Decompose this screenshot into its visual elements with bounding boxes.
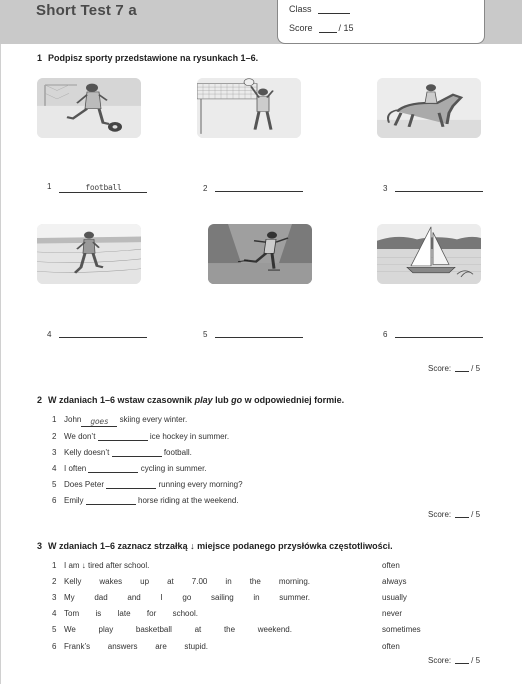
down-arrow-icon: ↓	[190, 541, 195, 551]
word: weekend.	[257, 625, 292, 634]
word: is	[95, 609, 102, 618]
item-text-before: Emily	[64, 496, 84, 505]
exercise1-heading	[37, 53, 258, 63]
page-title: Short Test 7 a	[36, 2, 137, 19]
class-line[interactable]	[318, 13, 350, 14]
exercise3-score-label: Score:	[428, 656, 452, 665]
word: for	[146, 609, 157, 618]
item-text-before: Kelly doesn’t	[64, 448, 110, 457]
exercise3-item-3	[52, 593, 310, 602]
item-sentence[interactable]	[64, 561, 310, 570]
item-text-after: running every morning?	[158, 480, 243, 489]
word: up	[140, 577, 150, 586]
word: and	[127, 593, 141, 602]
item-blank[interactable]	[112, 447, 162, 457]
item-sentence[interactable]	[64, 642, 208, 651]
exercise2-score-label: Score:	[428, 510, 452, 519]
exercise2-verb-go: go	[231, 395, 243, 405]
exercise1-score-label: Score:	[428, 364, 452, 373]
exercise2-number: 2	[37, 395, 43, 405]
word: at	[167, 577, 174, 586]
exercise3-adverb-2: always	[382, 577, 407, 586]
word: My	[64, 593, 75, 602]
item-blank[interactable]: goes	[81, 417, 117, 427]
answer-2-number: 2	[203, 184, 208, 193]
exercise3-item-5	[52, 625, 292, 634]
exercise2-item-5	[52, 479, 243, 489]
exercise2-item-4	[52, 463, 207, 473]
exercise3-score	[428, 656, 480, 665]
answer-3-line[interactable]	[395, 182, 483, 192]
class-label: Class	[289, 4, 312, 14]
class-score-box	[277, 0, 485, 44]
item-number: 2	[52, 577, 57, 586]
exercise2-verb-play: play	[194, 395, 213, 405]
word: morning.	[278, 577, 310, 586]
volleyball-player-picture	[197, 78, 301, 138]
score-field	[289, 23, 354, 33]
item-sentence[interactable]	[64, 609, 198, 618]
exercise2-heading	[37, 395, 344, 405]
sailing-boat-picture	[377, 224, 481, 284]
exercise3-number: 3	[37, 541, 43, 551]
exercise3-item-2	[52, 577, 310, 586]
word: answers	[107, 642, 138, 651]
item-number: 1	[52, 561, 57, 570]
answer-2-line[interactable]	[215, 182, 303, 192]
exercise3-adverb-3: usually	[382, 593, 407, 602]
item-text-before: We don’t	[64, 432, 96, 441]
item-number: 3	[52, 448, 57, 457]
item-number: 2	[52, 432, 57, 441]
word: basketball	[135, 625, 172, 634]
word: play	[98, 625, 114, 634]
score-line[interactable]	[319, 32, 337, 33]
exercise3-item-6	[52, 642, 208, 651]
exercise2-instruction-post: w odpowiedniej formie.	[244, 395, 345, 405]
item-text-after: cycling in summer.	[140, 464, 207, 473]
word: I	[160, 593, 163, 602]
word: stupid.	[184, 642, 208, 651]
word: 7.00	[191, 577, 208, 586]
word: Kelly	[64, 577, 82, 586]
item-sentence[interactable]	[64, 625, 292, 634]
word: in	[253, 593, 260, 602]
word: in	[225, 577, 232, 586]
score-label: Score	[289, 23, 313, 33]
answer-3	[383, 182, 483, 193]
answer-5-number: 5	[203, 330, 208, 339]
exercise3-item-1	[52, 561, 310, 570]
exercise3-heading	[37, 541, 393, 551]
exercise1-instruction: Podpisz sporty przedstawione na rysunkach 1–6.	[48, 53, 259, 63]
exercise3-instruction-post: miejsce podanego przysłówka częstotliwości.	[197, 541, 393, 551]
item-number: 4	[52, 464, 57, 473]
exercise1-number: 1	[37, 53, 43, 63]
answer-4-line[interactable]	[59, 328, 147, 338]
item-blank[interactable]	[86, 495, 136, 505]
exercise3-score-total: / 5	[471, 656, 481, 665]
exercise2-item-2	[52, 431, 229, 441]
word: sailing	[210, 593, 234, 602]
word: at	[194, 625, 202, 634]
score-total: / 15	[338, 23, 354, 33]
football-player-picture	[37, 78, 141, 138]
exercise2-score	[428, 510, 480, 519]
word: the	[223, 625, 236, 634]
exercise2-instruction-pre: W zdaniach 1–6 wstaw czasownik	[48, 395, 193, 405]
word: Tom	[64, 609, 80, 618]
answer-6-number: 6	[383, 330, 388, 339]
exercise2-item-1	[52, 415, 187, 427]
exercise2-item-6	[52, 495, 239, 505]
item-text-after: football.	[163, 448, 192, 457]
item-number: 1	[52, 415, 57, 424]
exercise3-instruction-pre: W zdaniach 1–6 zaznacz strzałką	[48, 541, 188, 551]
item-text-after: ice hockey in summer.	[149, 432, 230, 441]
item-number: 3	[52, 593, 57, 602]
horse-rider-picture	[377, 78, 481, 138]
answer-5-line[interactable]	[215, 328, 303, 338]
word: are	[155, 642, 167, 651]
word: We	[64, 625, 76, 634]
item-text-after: horse riding at the weekend.	[138, 496, 239, 505]
item-blank[interactable]	[98, 431, 148, 441]
answer-5	[203, 328, 303, 339]
exercise3-adverb-4: never	[382, 609, 403, 618]
item-text-before: Does Peter	[64, 480, 105, 489]
item-number: 6	[52, 642, 57, 651]
word: wakes	[99, 577, 123, 586]
class-field	[289, 4, 350, 14]
item-number: 6	[52, 496, 57, 505]
item-blank[interactable]	[88, 463, 138, 473]
sentence-text: I am ↓ tired after school.	[64, 561, 150, 570]
answer-1	[47, 182, 147, 193]
item-number: 5	[52, 480, 57, 489]
word: late	[117, 609, 131, 618]
exercise2-score-line[interactable]	[455, 517, 469, 518]
answer-1-line[interactable]: football	[59, 183, 147, 193]
answer-6	[383, 328, 483, 339]
word: Frank’s	[64, 642, 91, 651]
exercise3-adverb-6: often	[382, 642, 400, 651]
exercise3-adverb-1: often	[382, 561, 400, 570]
item-sentence[interactable]	[64, 577, 310, 586]
answer-1-number: 1	[47, 182, 52, 191]
page-edge	[0, 44, 1, 684]
answer-6-line[interactable]	[395, 328, 483, 338]
item-number: 4	[52, 609, 57, 618]
exercise2-score-total: / 5	[471, 510, 481, 519]
exercise1-score-total: / 5	[471, 364, 481, 373]
word: dad	[94, 593, 108, 602]
exercise1-score-line[interactable]	[455, 371, 469, 372]
word: the	[249, 577, 261, 586]
exercise3-adverb-5: sometimes	[382, 625, 421, 634]
exercise1-score	[428, 364, 480, 373]
item-text-after: skiing every winter.	[119, 415, 188, 424]
answer-4-number: 4	[47, 330, 52, 339]
exercise2-item-3	[52, 447, 192, 457]
item-text-before: John	[64, 415, 82, 424]
runner-picture	[37, 224, 141, 284]
ice-skater-picture	[208, 224, 312, 284]
exercise3-score-line[interactable]	[455, 663, 469, 664]
word: summer.	[279, 593, 310, 602]
item-sentence[interactable]	[64, 593, 310, 602]
item-number: 5	[52, 625, 57, 634]
item-blank[interactable]	[106, 479, 156, 489]
answer-4	[47, 328, 147, 339]
exercise2-instruction-mid: lub	[215, 395, 229, 405]
word: go	[182, 593, 192, 602]
exercise3-item-4	[52, 609, 198, 618]
answer-2	[203, 182, 303, 193]
answer-3-number: 3	[383, 184, 388, 193]
word: school.	[172, 609, 198, 618]
item-text-before: I often	[64, 464, 87, 473]
